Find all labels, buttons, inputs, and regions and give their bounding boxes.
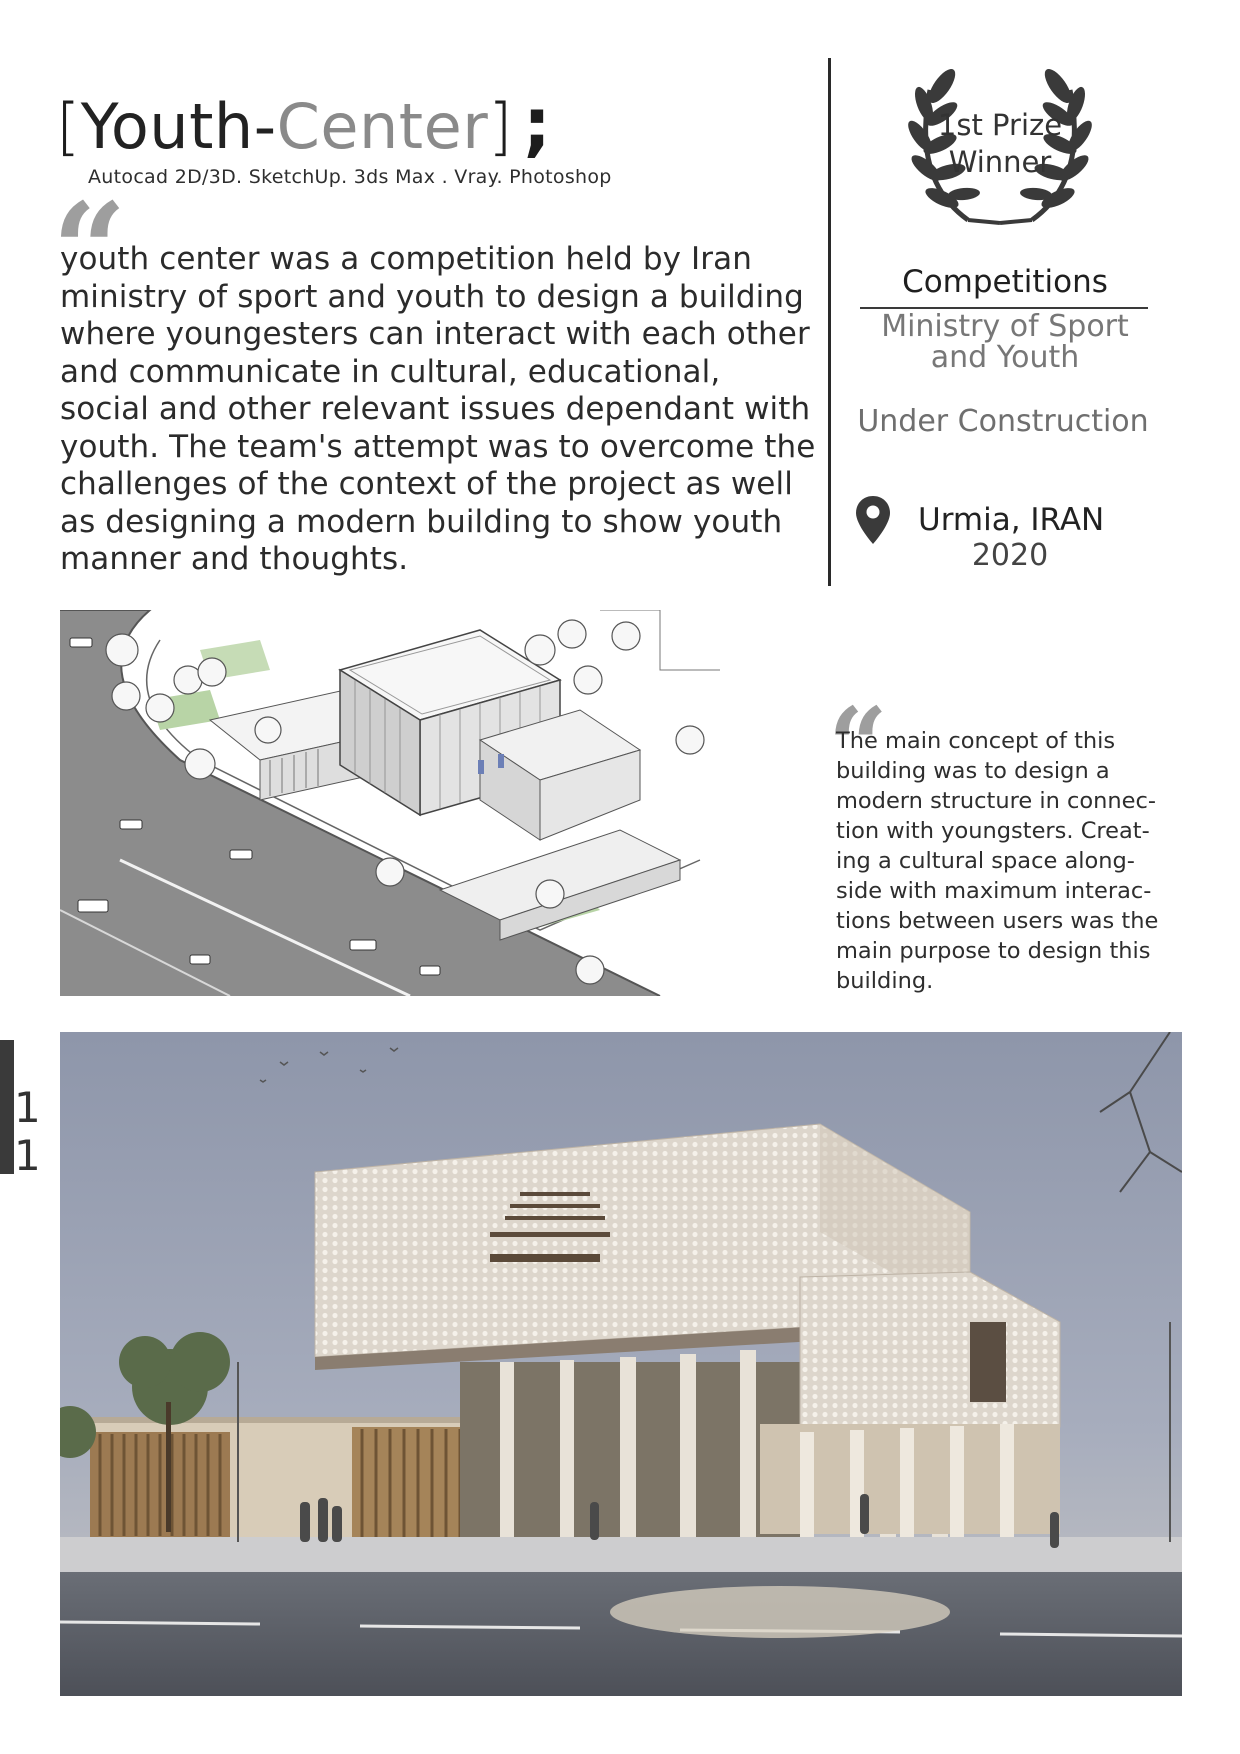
client-line-2: and Youth (930, 340, 1080, 375)
map-pin-icon (854, 494, 892, 546)
award-line-2: Winner (948, 145, 1052, 179)
intro-paragraph (60, 241, 820, 579)
concept-line: The main concept of this (836, 728, 1116, 754)
intro-line: ministry of sport and youth to design a building (60, 278, 804, 315)
axonometric-drawing (60, 610, 740, 996)
title-word-center: Center (276, 90, 489, 163)
title-word-youth: Youth (80, 90, 254, 163)
laurel-wreath-icon (890, 60, 1110, 228)
page-number-digit: 1 (14, 1083, 41, 1132)
concept-line: tions between users was the (836, 908, 1159, 934)
intro-line: manner and thoughts. (60, 541, 409, 577)
page-tab (0, 1040, 14, 1174)
project-year: 2020 (971, 538, 1049, 573)
page-number (14, 1084, 41, 1180)
intro-line: where youngesters can interact with each other (60, 316, 810, 352)
location-city: Urmia, IRAN (918, 502, 1105, 538)
intro-line: youth center was a competition held by Iran (60, 241, 752, 277)
intro-line: challenges of the context of the project as well (60, 466, 793, 502)
page-number-digit: 1 (14, 1131, 41, 1180)
concept-line: main purpose to design this (836, 938, 1151, 964)
project-title (56, 84, 551, 167)
title-bracket-close: ] (488, 90, 513, 163)
title-bracket-open: [ (56, 90, 81, 163)
intro-quote-mark: “ (52, 174, 127, 327)
concept-line: building was to design a (836, 758, 1110, 784)
concept-paragraph (836, 726, 1176, 996)
project-status: Under Construction (857, 404, 1149, 439)
intro-line: as designing a modern building to show youth (60, 503, 783, 540)
title-semicolon: ; (522, 83, 552, 165)
concept-line: tion with youngsters. Creat- (836, 818, 1150, 844)
software-list: Autocad 2D/3D. SketchUp. 3ds Max . Vray. Photoshop (88, 166, 612, 188)
title-dash: - (253, 90, 277, 163)
exterior-rendering (60, 1032, 1182, 1696)
vertical-divider (828, 58, 831, 586)
category-label: Competitions (902, 264, 1108, 300)
client-line-1: Ministry of Sport (881, 309, 1129, 344)
award-line-1: 1st Prize (937, 108, 1063, 142)
intro-line: and communicate in cultural, educational, (60, 353, 721, 390)
concept-quote-mark: “ (828, 684, 888, 807)
concept-line: ing a cultural space along- (836, 848, 1135, 874)
concept-line: building. (836, 968, 934, 994)
concept-line: side with maximum interac- (836, 878, 1152, 904)
concept-line: modern structure in connec- (836, 788, 1156, 814)
intro-line: social and other relevant issues dependant with (60, 391, 811, 427)
intro-line: youth. The team's attempt was to overcome the (60, 428, 816, 465)
